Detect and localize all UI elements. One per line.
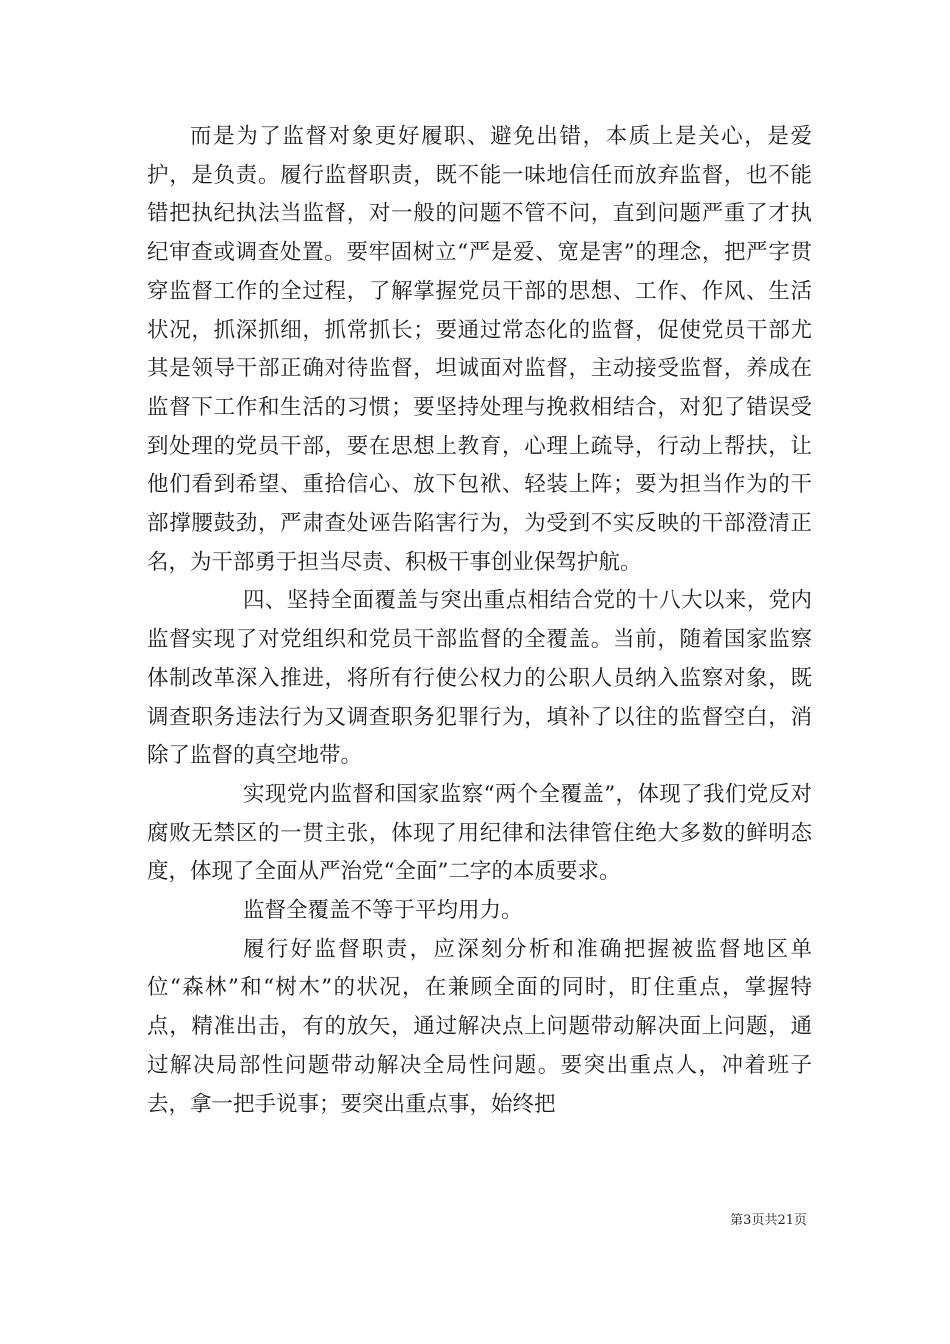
paragraph: 四、坚持全面覆盖与突出重点相结合党的十八大以来，党内监督实现了对党组织和党员干部监督的全覆盖。当前，随着国家监察体制改革深入推进，将所有行使公权力的公职人员纳入监察对象，既调查职务违法行为又调查职务犯罪行为，填补了以往的监督空白，消除了监督的真空地带。: [147, 588, 812, 769]
paragraph: 实现党内监督和国家监察“两个全覆盖”，体现了我们党反对腐败无禁区的一贯主张，体现了用纪律和法律管住绝大多数的鲜明态度，体现了全面从严治党“全面”二字的本质要求。: [147, 781, 812, 885]
paragraph: 履行好监督职责，应深刻分析和准确把握被监督地区单位“森林”和“树木”的状况，在兼顾全面的同时，盯住重点，掌握特点，精准出击，有的放矢，通过解决点上问题带动解决面上问题，通过解决局部性问题带动解决全局性问题。要突出重点人，冲着班子去，拿一把手说事；要突出重点事，始终把: [147, 936, 812, 1117]
page-number-footer: 第3页共21页: [730, 1213, 807, 1228]
paragraph: 监督全覆盖不等于平均用力。: [243, 898, 523, 924]
paragraph: 而是为了监督对象更好履职、避免出错，本质上是关心，是爱护，是负责。履行监督职责，既不能一味地信任而放弃监督，也不能错把执纪执法当监督，对一般的问题不管不问，直到问题严重了才执纪审查或调查处置。要牢固树立“严是爱、宽是害”的理念，把严字贯穿监督工作的全过程，了解掌握党员干部的思想、工作、作风、生活状况，抓深抓细，抓常抓长；要通过常态化的监督，促使党员干部尤其是领导干部正确对待监督，坦诚面对监督，主动接受监督，养成在监督下工作和生活的习惯；要坚持处理与挽救相结合，对犯了错误受到处理的党员干部，要在思想上教育，心理上疏导，行动上帮扶，让他们看到希望、重拾信心、放下包袱、轻装上阵；要为担当作为的干部撑腰鼓劲，严肃查处诬告陷害行为，为受到不实反映的干部澄清正名，为干部勇于担当尽责、积极干事创业保驾护航。: [147, 124, 812, 575]
body-text: [147, 118, 812, 1124]
